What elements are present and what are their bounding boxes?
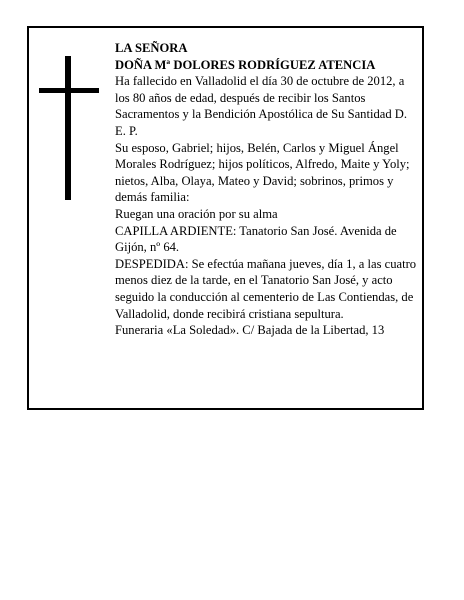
cross-vertical-bar — [65, 56, 71, 200]
latin-cross-icon — [39, 56, 99, 200]
obituary-notice — [27, 26, 424, 410]
farewell-info: DESPEDIDA: Se efectúa mañana jueves, día 1, a las cuatro menos diez de la tarde, en el Tanatorio San José, y acto seguido la conducción al cementerio de Las Contiendas, de Valladolid, donde recibirá cristiana sepultura. — [115, 256, 417, 321]
family-list: Su esposo, Gabriel; hijos, Belén, Carlos y Miguel Ángel Morales Rodríguez; hijos políticos, Alfredo, Maite y Yoly; nietos, Alba, Olaya, Mateo y David; sobrinos, primos y demás familia: — [115, 140, 410, 205]
deceased-name: DOÑA Mª DOLORES RODRÍGUEZ ATENCIA — [115, 57, 376, 72]
chapel-info: CAPILLA ARDIENTE: Tanatorio San José. Avenida de Gijón, nº 64. — [115, 223, 397, 255]
funeral-home: Funeraria «La Soledad». C/ Bajada de la Libertad, 13 — [115, 323, 385, 338]
prayer-request: Ruegan una oración por su alma — [115, 206, 278, 221]
notice-heading: LA SEÑORA — [115, 41, 188, 55]
death-announcement: Ha fallecido en Valladolid el día 30 de octubre de 2012, a los 80 años de edad, después de recibir los Santos Sacramentos y la Bendición Apostólica de Su Santidad D. E. P. — [115, 74, 408, 138]
cross-horizontal-bar — [39, 88, 99, 93]
notice-text — [115, 40, 421, 339]
